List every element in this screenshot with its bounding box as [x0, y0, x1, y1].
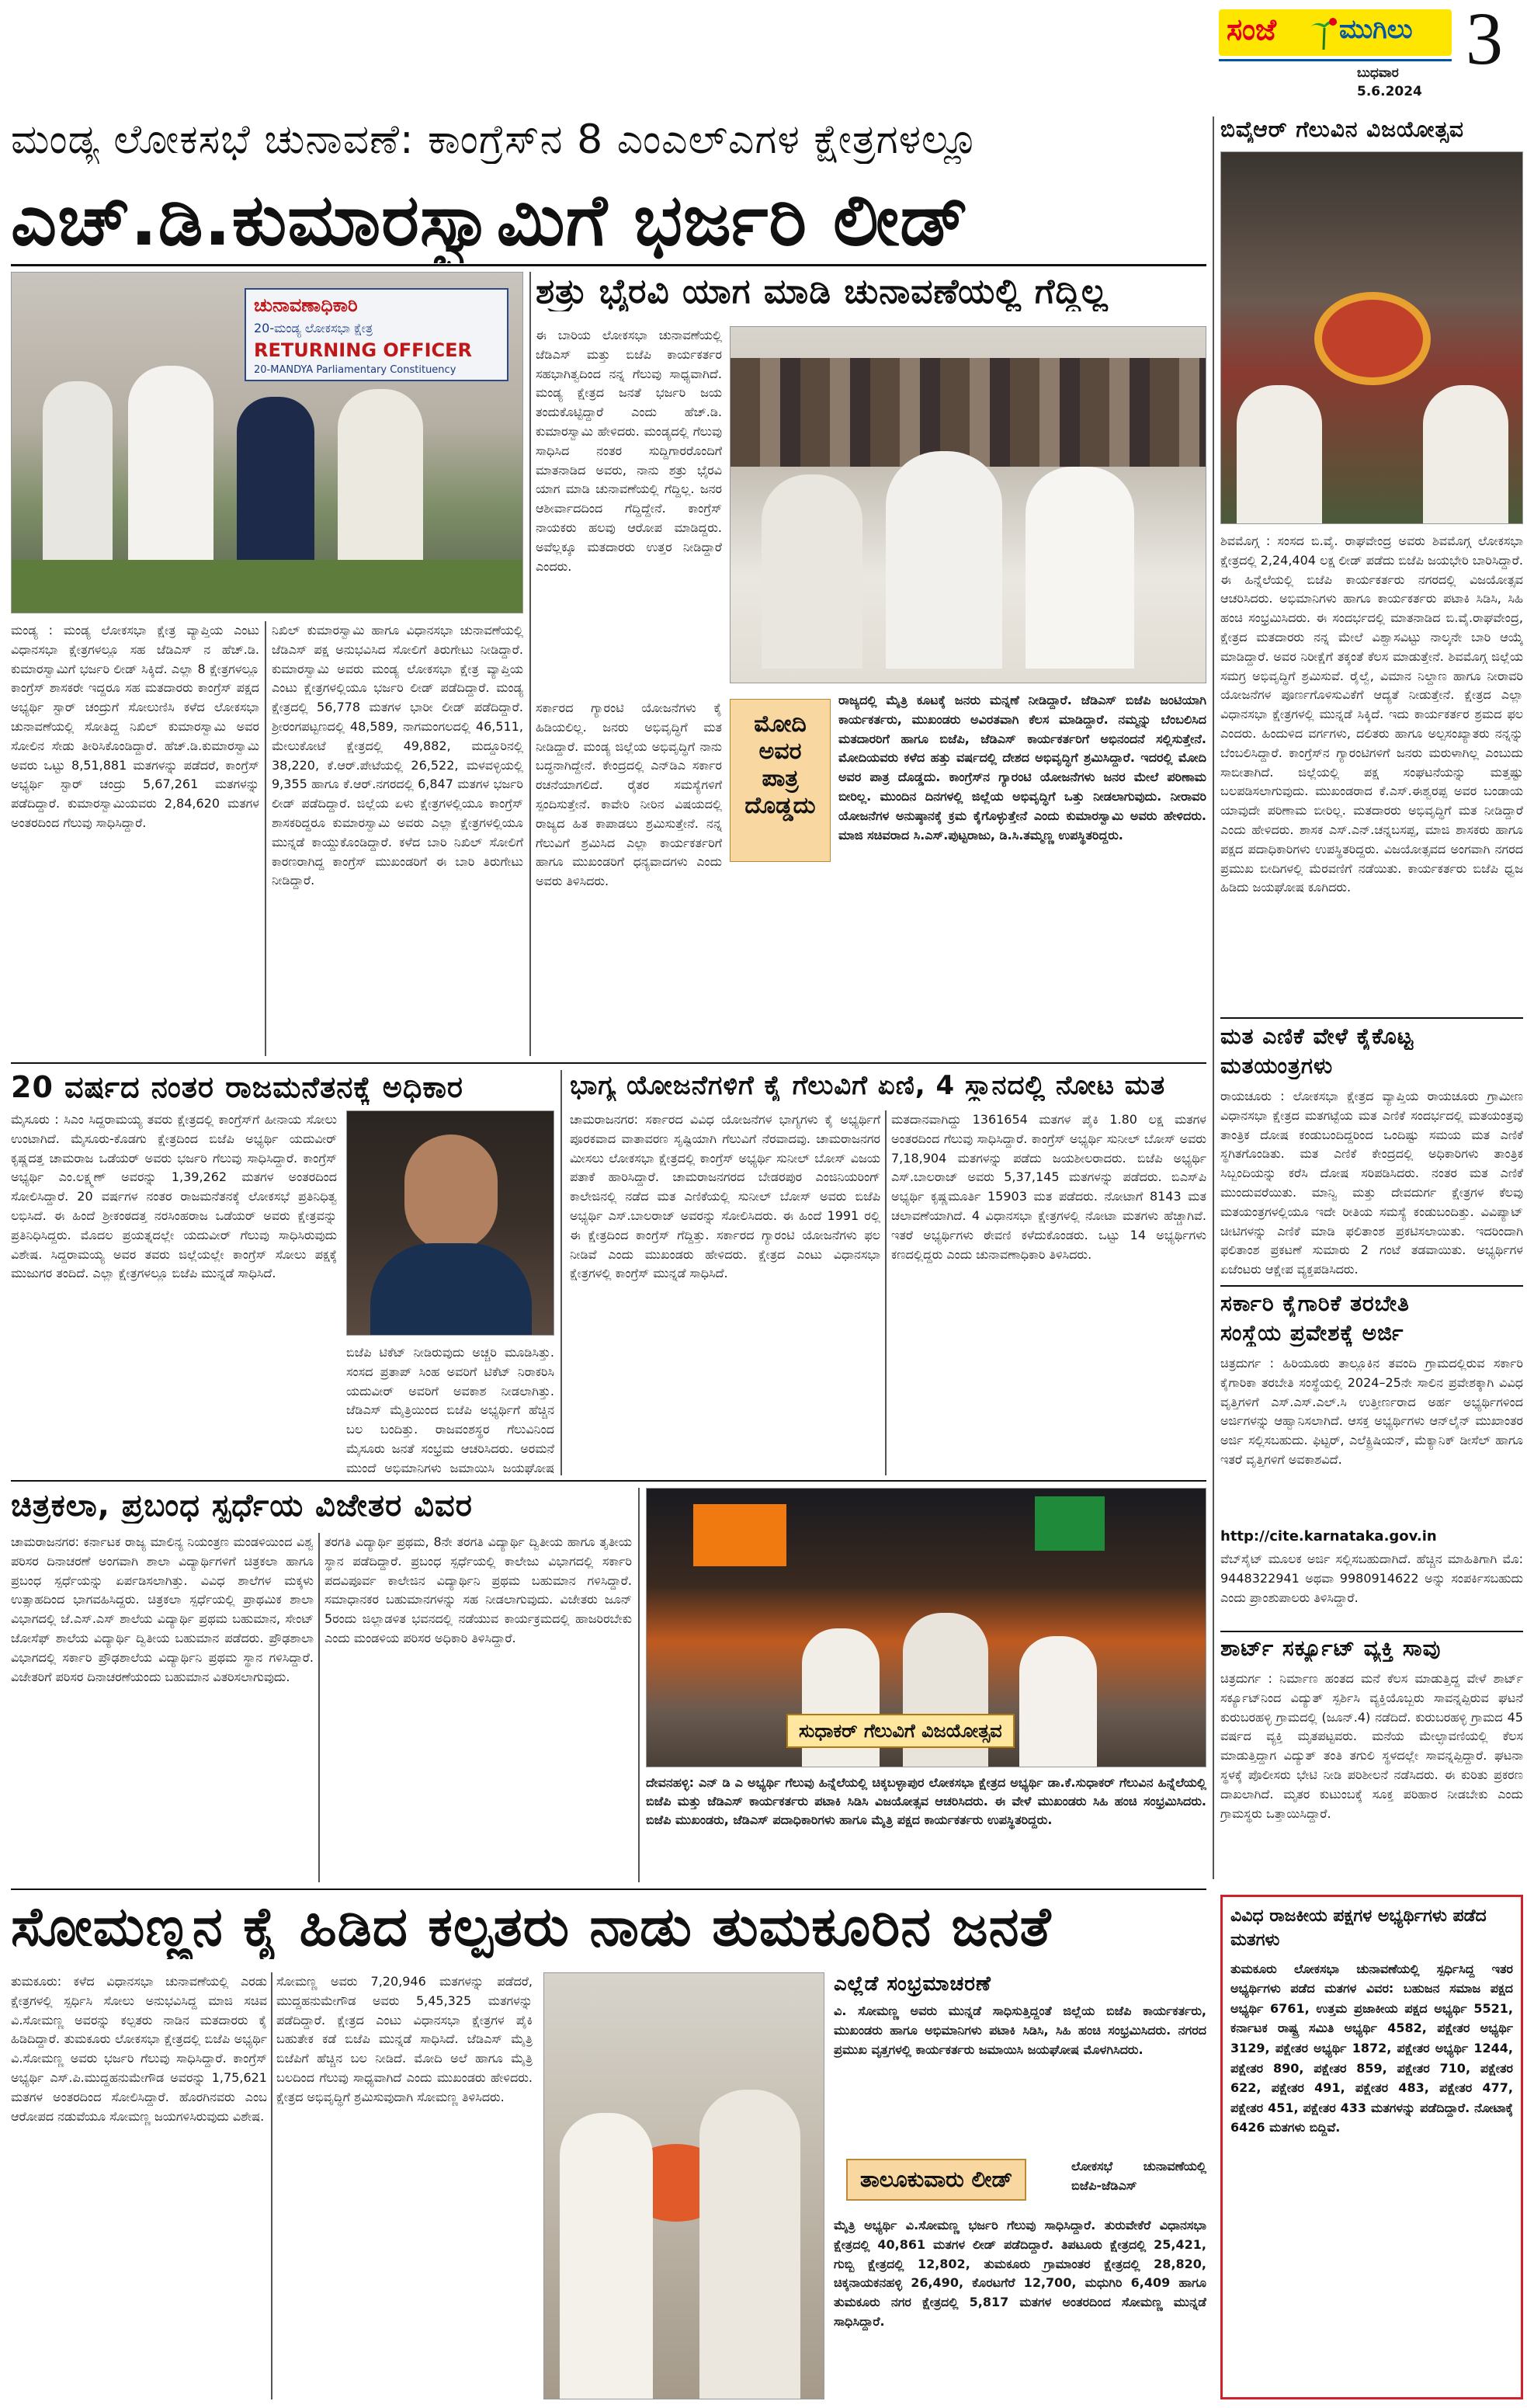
training-text-2: ವೆಬ್‌ಸೈಟ್ ಮೂಲಕ ಅರ್ಜಿ ಸಲ್ಲಿಸಬಹುದಾಗಿದೆ. ಹೆಚ್ಚಿನ ಮಾಹಿತಿಗಾಗಿ ಮೊ: 9448322941 ಅಥವಾ 9980914622 ಅನ್ನು ಸಂಪರ್ಕಿಸಬಹುದು ಎಂದು ಪ್ರಾಂಶುಪಾಲರು ತಿಳಿಸಿದ್ದಾರೆ. [1220, 1551, 1523, 1605]
lead-col-1: ಮಂಡ್ಯ : ಮಂಡ್ಯ ಲೋಕಸಭಾ ಕ್ಷೇತ್ರ ವ್ಯಾಪ್ತಿಯ ಎಂಟು ವಿಧಾನಸಭಾ ಕ್ಷೇತ್ರಗಳಲ್ಲೂ ಸಹ ಜೆಡಿಎಸ್ ನ ಹೆಚ್.ಡಿ. ಕುಮಾರಸ್ವಾಮಿಗೆ ಭರ್ಜರಿ ಲೀಡ್ ಸಿಕ್ಕಿದೆ. ಎಲ್ಲಾ 8 ಕ್ಷೇತ್ರಗಳಲ್ಲೂ ಕಾಂಗ್ರೆಸ್ ಶಾಸಕರೇ ಇದ್ದರೂ ಸಹ ಮತದಾರರು ಕಾಂಗ್ರೆಸ್ ಪಕ್ಷದ ಅಭ್ಯರ್ಥಿ ಸ್ಟಾರ್ ಚಂದ್ರುಗೆ ಸೋಲುಣಿಸಿ ಕಳೆದ ಲೋಕಸಭಾ ಚುನಾವಣೆಯಲ್ಲಿ ಸೋತಿದ್ದ ನಿಖಿಲ್ ಕುಮಾರಸ್ವಾಮಿ ಅವರ ಸೋಲಿನ ಸೇಡು ತೀರಿಸಿಕೊಂಡಿದ್ದಾರೆ. ಹೆಚ್.ಡಿ.ಕುಮಾರಸ್ವಾಮಿ ಅವರು ಒಟ್ಟು 8,51,881 ಮತಗಳನ್ನು ಪಡೆದರೆ, ಕಾಂಗ್ರೆಸ್ ಅಭ್ಯರ್ಥಿ ಸ್ಟಾರ್ ಚಂದ್ರು 5,67,261 ಮತಗಳನ್ನು ಪಡೆದಿದ್ದಾರೆ. ಕುಮಾರಸ್ವಾಮಿಯವರು 2,84,620 ಮತಗಳ ಅಂತರದಿಂದ ಗೆಲುವು ಸಾಧಿಸಿದ್ದಾರೆ. [11, 623, 259, 830]
training-headline-2: ಸಂಸ್ಥೆಯ ಪ್ರವೇಶಕ್ಕೆ ಅರ್ಜಿ [1220, 1320, 1404, 1346]
training-url[interactable]: http://cite.karnataka.gov.in [1220, 1528, 1437, 1545]
flag [693, 1504, 786, 1566]
bjp-victory-headline: ಬಿವೈಆರ್ ಗೆಲುವಿನ ವಿಜಯೋತ್ಸವ [1220, 116, 1464, 142]
masthead [1219, 0, 1522, 107]
modi-label-line: ಪಾತ್ರ [762, 765, 799, 792]
crowd [731, 358, 1206, 467]
section-rule [1220, 1631, 1523, 1632]
board-subtitle: 20-ಮಂಡ್ಯ ಲೋಕಸಭಾ ಕ್ಷೇತ್ರ [254, 321, 373, 335]
art-col-1: ಚಾಮರಾಜನಗರ: ಕರ್ನಾಟಕ ರಾಜ್ಯ ಮಾಲಿನ್ಯ ನಿಯಂತ್ರಣ ಮಂಡಳಿಯಿಂದ ವಿಶ್ವ ಪರಿಸರ ದಿನಾಚರಣೆ ಅಂಗವಾಗಿ ಶಾಲಾ ವಿದ್ಯಾರ್ಥಿಗಳಿಗೆ ಚಿತ್ರಕಲಾ ಹಾಗೂ ಪ್ರಬಂಧ ಸ್ಪರ್ಧೆಯನ್ನು ಏರ್ಪಡಿಸಲಾಗಿತ್ತು. ವಿವಿಧ ಶಾಲೆಗಳ ಮಕ್ಕಳು ಉತ್ಸಾಹದಿಂದ ಭಾಗವಹಿಸಿದ್ದರು. ಚಿತ್ರಕಲಾ ಸ್ಪರ್ಧೆಯಲ್ಲಿ ಪ್ರಾಥಮಿಕ ಶಾಲಾ ವಿಭಾಗದಲ್ಲಿ ಜೆ.ಎಸ್.ಎಸ್ ಶಾಲೆಯ ವಿದ್ಯಾರ್ಥಿ ಪ್ರಥಮ ಬಹುಮಾನ, ಸೇಂಟ್ ಜೋಸೆಫ್ ಶಾಲೆಯ ವಿದ್ಯಾರ್ಥಿ ದ್ವಿತೀಯ ಬಹುಮಾನ ಪಡೆದರು. ಪ್ರೌಢಶಾಲಾ ವಿಭಾಗದಲ್ಲಿ ಸರ್ಕಾರಿ ಪ್ರೌಢಶಾಲೆಯ ವಿದ್ಯಾರ್ಥಿನಿ ಪ್ರಥಮ ಸ್ಥಾನ ಗಳಿಸಿದ್ದಾರೆ. ವಿಜೇತರಿಗೆ ಪರಿಸರ ದಿನಾಚರಣೆಯಂದು ಬಹುಮಾನ ವಿತರಿಸಲಾಗುವುದು. [11, 1534, 314, 1684]
section-rule [11, 1889, 1206, 1890]
person-figure [1237, 385, 1322, 524]
party-votes-text: ತುಮಕೂರು ಲೋಕಸಭಾ ಚುನಾವಣೆಯಲ್ಲಿ ಸ್ಪರ್ಧಿಸಿದ್ದ ಇತರ ಅಭ್ಯರ್ಥಿಗಳು ಪಡೆದ ಮತಗಳ ವಿವರ: ಬಹುಜನ ಸಮಾಜ ಪಕ್ಷದ ಅಭ್ಯರ್ಥಿ 6761, ಉತ್ತಮ ಪ್ರಜಾಕೀಯ ಪಕ್ಷದ ಅಭ್ಯರ್ಥಿ 5521, ಕರ್ನಾಟಕ ರಾಷ್ಟ್ರ ಸಮಿತಿ ಅಭ್ಯರ್ಥಿ 4582, ಪಕ್ಷೇತರ ಅಭ್ಯರ್ಥಿ 3129, ಪಕ್ಷೇತರ ಅಭ್ಯರ್ಥಿ 1872, ಪಕ್ಷೇತರ ಅಭ್ಯರ್ಥಿ 1244, ಪಕ್ಷೇತರ 890, ಪಕ್ಷೇತರ 859, ಪಕ್ಷೇತರ 710, ಪಕ್ಷೇತರ 622, ಪಕ್ಷೇತರ 491, ಪಕ್ಷೇತರ 483, ಪಕ್ಷೇತರ 477, ಪಕ್ಷೇತರ 451, ಪಕ್ಷೇತರ 433 ಮತಗಳನ್ನು ಪಡೆದಿದ್ದಾರೆ. ನೋಟಾಕ್ಕೆ 6426 ಮತಗಳು ಬಿದ್ದಿವೆ. [1230, 1961, 1513, 2135]
issue-date: 5.6.2024 [1357, 84, 1422, 99]
yaduveer-photo [346, 1110, 554, 1336]
training-headline-1: ಸರ್ಕಾರಿ ಕೈಗಾರಿಕೆ ತರಬೇತಿ [1220, 1291, 1410, 1316]
person-figure [1026, 467, 1134, 669]
tumakuru-col-2: ಸೋಮಣ್ಣ ಅವರು 7,20,946 ಮತಗಳನ್ನು ಪಡೆದರೆ, ಮುದ್ದಹನುಮೇಗೌಡ ಅವರು 5,45,325 ಮತಗಳನ್ನು ಪಡೆದಿದ್ದಾರೆ. ಕ್ಷೇತ್ರದ ಎಂಟು ವಿಧಾನಸಭಾ ಕ್ಷೇತ್ರಗಳ ಪೈಕಿ ಬಹುತೇಕ ಕಡೆ ಬಿಜೆಪಿ ಮುನ್ನಡೆ ಸಾಧಿಸಿದೆ. ಜೆಡಿಎಸ್ ಮೈತ್ರಿ ಬಿಜೆಪಿಗೆ ಹೆಚ್ಚಿನ ಬಲ ನೀಡಿದೆ. ಮೋದಿ ಅಲೆ ಹಾಗೂ ಮೈತ್ರಿ ಬಲದಿಂದ ಗೆಲುವು ಸಾಧ್ಯವಾಗಿದೆ ಎಂದು ಮುಖಂಡರು ಹೇಳಿದರು. ಕ್ಷೇತ್ರದ ಅಭಿವೃದ್ಧಿಗೆ ಶ್ರಮಿಸುವುದಾಗಿ ಸೋಮಣ್ಣ ತಿಳಿಸಿದರು. [276, 1974, 533, 2104]
celebration-subhead: ಎಲ್ಲೆಡೆ ಸಂಭ್ರಮಾಚರಣೆ [834, 1972, 991, 1996]
flag [1035, 1496, 1105, 1551]
col-divider [318, 1533, 320, 1882]
mysuru-text-left: ಮೈಸೂರು : ಸಿಎಂ ಸಿದ್ದರಾಮಯ್ಯ ತವರು ಕ್ಷೇತ್ರದಲ್ಲಿ ಕಾಂಗ್ರೆಸ್‌ಗೆ ಹೀನಾಯ ಸೋಲು ಉಂಟಾಗಿದೆ. ಮೈಸೂರು-ಕೊಡಗು ಕ್ಷೇತ್ರದಿಂದ ಬಿಜೆಪಿ ಅಭ್ಯರ್ಥಿ ಯದುವೀರ್ ಕೃಷ್ಣದತ್ತ ಚಾಮರಾಜ ಒಡೆಯರ್ ಅವರು ಭರ್ಜರಿ ಗೆಲುವು ಸಾಧಿಸಿದ್ದಾರೆ. ಕಾಂಗ್ರೆಸ್ ಅಭ್ಯರ್ಥಿ ಎಂ.ಲಕ್ಷ್ಮಣ್ ಅವರನ್ನು 1,39,262 ಮತಗಳ ಅಂತರದಿಂದ ಸೋಲಿಸಿದ್ದಾರೆ. 20 ವರ್ಷಗಳ ನಂತರ ರಾಜಮನೆತನಕ್ಕೆ ಲೋಕಸಭೆ ಪ್ರತಿನಿಧಿತ್ವ ಲಭಿಸಿದೆ. ಈ ಹಿಂದೆ ಶ್ರೀಕಂಠದತ್ತ ನರಸಿಂಹರಾಜ ಒಡೆಯರ್ ಅವರು ಕ್ಷೇತ್ರವನ್ನು ಪ್ರತಿನಿಧಿಸಿದ್ದರು. ಮೊದಲ ಪ್ರಯತ್ನದಲ್ಲೇ ಯದುವೀರ್ ಗೆಲುವು ಸಾಧಿಸಿರುವುದು ವಿಶೇಷ. ಸಿದ್ದರಾಮಯ್ಯ ಅವರ ತವರು ಜಿಲ್ಲೆಯಲ್ಲೇ ಕಾಂಗ್ರೆಸ್ ಸೋಲು ಪಕ್ಷಕ್ಕೆ ಮುಜುಗರ ತಂದಿದೆ. ಎಲ್ಲಾ ಕ್ಷೇತ್ರಗಳಲ್ಲೂ ಬಿಜೆಪಿ ಮುನ್ನಡೆ ಸಾಧಿಸಿದೆ. [11, 1112, 337, 1281]
lead-col-2: ನಿಖಿಲ್ ಕುಮಾರಸ್ವಾಮಿ ಹಾಗೂ ವಿಧಾನಸಭಾ ಚುನಾವಣೆಯಲ್ಲಿ ಜೆಡಿಎಸ್ ಪಕ್ಷ ಅನುಭವಿಸಿದ ಸೋಲಿಗೆ ತಿರುಗೇಟು ನೀಡಿದ್ದಾರೆ. ಕುಮಾರಸ್ವಾಮಿ ಅವರು ಮಂಡ್ಯ ಲೋಕಸಭಾ ಕ್ಷೇತ್ರ ವ್ಯಾಪ್ತಿಯ ಎಂಟು ಕ್ಷೇತ್ರಗಳಲ್ಲಿಯೂ ಭರ್ಜರಿ ಲೀಡ್ ಪಡೆದಿದ್ದಾರೆ. ಮಂಡ್ಯ ಕ್ಷೇತ್ರದಲ್ಲಿ 56,778 ಮತಗಳ ಭಾರೀ ಲೀಡ್ ಪಡೆದಿದ್ದಾರೆ. ಶ್ರೀರಂಗಪಟ್ಟಣದಲ್ಲಿ 48,589, ನಾಗಮಂಗಲದಲ್ಲಿ 46,511, ಮೇಲುಕೋಟೆ ಕ್ಷೇತ್ರದಲ್ಲಿ 49,882, ಮದ್ದೂರಿನಲ್ಲಿ 38,220, ಕೆ.ಆರ್.ಪೇಟೆಯಲ್ಲಿ 26,522, ಮಳವಳ್ಳಿಯಲ್ಲಿ 9,355 ಹಾಗೂ ಕೆ.ಆರ್.ನಗರದಲ್ಲಿ 6,847 ಮತಗಳ ಭರ್ಜರಿ ಲೀಡ್ ಪಡೆದಿದ್ದಾರೆ. ಜಿಲ್ಲೆಯ ಏಳು ಕ್ಷೇತ್ರಗಳಲ್ಲಿಯೂ ಕಾಂಗ್ರೆಸ್ ಶಾಸಕರಿದ್ದರೂ ಕುಮಾರಸ್ವಾಮಿ ಅವರು ಎಲ್ಲಾ ಕ್ಷೇತ್ರಗಳಲ್ಲಿಯೂ ಮುನ್ನಡೆ ಕಾಯ್ದುಕೊಂಡಿದ್ದಾರೆ. ಕಳೆದ ಬಾರಿ ನಿಖಿಲ್ ಸೋಲಿಗೆ ಕಾರಣರಾಗಿದ್ದ ಕಾಂಗ್ರೆಸ್ ಮುಖಂಡರಿಗೆ ಈ ಬಾರಿ ತಿರುಗೇಟು ನೀಡಿದ್ದಾರೆ. [272, 623, 523, 888]
sudhakar-label: ಸುಧಾಕರ್ ಗೆಲುವಿಗೆ ವಿಜಯೋತ್ಸವ [786, 1714, 1015, 1748]
lead-headline: ಎಚ್.ಡಿ.ಕುಮಾರಸ್ವಾಮಿಗೆ ಭರ್ಜರಿ ಲೀಡ್ [11, 179, 970, 262]
board-subtitle-en: 20-MANDYA Parliamentary Constituency [254, 364, 456, 376]
person-figure [43, 381, 113, 568]
person-figure [128, 366, 213, 575]
party-votes-box [1220, 1895, 1523, 2399]
section-rule [11, 1062, 1206, 1064]
lead-photo [11, 272, 523, 613]
person-figure [762, 474, 862, 669]
brand-sanje: ಸಂಜೆ [1227, 12, 1277, 47]
mysuru-text-right: ಬಿಜೆಪಿ ಟಿಕೆಟ್ ನೀಡಿರುವುದು ಅಚ್ಚರಿ ಮೂಡಿಸಿತ್ತು. ಸಂಸದ ಪ್ರತಾಪ್ ಸಿಂಹ ಅವರಿಗೆ ಟಿಕೆಟ್ ನಿರಾಕರಿಸಿ ಯದುವೀರ್ ಅವರಿಗೆ ಅವಕಾಶ ನೀಡಲಾಗಿತ್ತು. ಜೆಡಿಎಸ್ ಮೈತ್ರಿಯಿಂದ ಬಿಜೆಪಿ ಅಭ್ಯರ್ಥಿಗೆ ಹೆಚ್ಚಿನ ಬಲ ಬಂದಿತ್ತು. ರಾಜವಂಶಸ್ಥರ ಗೆಲುವಿನಿಂದ ಮೈಸೂರು ಜನತೆ ಸಂಭ್ರಮ ಆಚರಿಸಿದರು. ಅರಮನೆ ಮುಂದೆ ಅಭಿಮಾನಿಗಳು ಜಮಾಯಿಸಿ ಜಯಘೋಷ [346, 1345, 554, 1475]
bhagya-col-1: ಚಾಮರಾಜನಗರ: ಸರ್ಕಾರದ ವಿವಿಧ ಯೋಜನೆಗಳ ಭಾಗ್ಯಗಳು ಕೈ ಅಭ್ಯರ್ಥಿಗೆ ಪೂರಕವಾದ ವಾತಾವರಣ ಸೃಷ್ಟಿಯಾಗಿ ಗೆಲುವಿಗೆ ನೆರವಾದವು. ಚಾಮರಾಜನಗರ ಮೀಸಲು ಲೋಕಸಭಾ ಕ್ಷೇತ್ರದಲ್ಲಿ ಕಾಂಗ್ರೆಸ್ ಅಭ್ಯರ್ಥಿ ಸುನೀಲ್ ಬೋಸ್ ವಿಜಯ ಪತಾಕೆ ಹಾರಿಸಿದ್ದಾರೆ. ಚಾಮರಾಜನಗರದ ಬೇಡರಪುರ ಎಂಜಿನಿಯರಿಂಗ್ ಕಾಲೇಜಿನಲ್ಲಿ ನಡೆದ ಮತ ಎಣಿಕೆಯಲ್ಲಿ ಸುನೀಲ್ ಬೋಸ್ ಅವರು ಬಿಜೆಪಿ ಅಭ್ಯರ್ಥಿ ಎಸ್.ಬಾಲರಾಜ್ ಅವರನ್ನು ಸೋಲಿಸಿದರು. ಈ ಹಿಂದೆ 1991 ರಲ್ಲಿ ಈ ಕ್ಷೇತ್ರದಿಂದ ಕಾಂಗ್ರೆಸ್ ಗೆದ್ದಿತ್ತು. ಸರ್ಕಾರದ ಗ್ಯಾರಂಟಿ ಯೋಜನೆಗಳು ಫಲ ನೀಡಿವೆ ಎಂದು ಮುಖಂಡರು ಹೇಳಿದರು. ಕ್ಷೇತ್ರದ ಎಂಟು ವಿಧಾನಸಭಾ ಕ್ಷೇತ್ರಗಳಲ್ಲಿ ಕಾಂಗ್ರೆಸ್ ಮುನ್ನಡೆ ಸಾಧಿಸಿದೆ. [570, 1112, 880, 1281]
garland [1314, 292, 1431, 385]
victory-photo [1220, 151, 1523, 524]
brand-mugilu: ಮುಗಿಲು [1339, 14, 1413, 45]
modi-box [730, 691, 1206, 1056]
modi-label-line: ದೊಡ್ಡದು [744, 792, 816, 819]
taluk-side: ಲೋಕಸಭೆ ಚುನಾವಣೆಯಲ್ಲಿ ಬಿಜೆಪಿ-ಜೆಡಿಎಸ್ [1071, 2159, 1206, 2193]
person-figure [560, 2113, 653, 2399]
person-figure [886, 451, 1002, 669]
art-col-2: ತರಗತಿ ವಿದ್ಯಾರ್ಥಿ ಪ್ರಥಮ, 8ನೇ ತರಗತಿ ವಿದ್ಯಾರ್ಥಿ ದ್ವಿತೀಯ ಹಾಗೂ ತೃತೀಯ ಸ್ಥಾನ ಪಡೆದಿದ್ದಾರೆ. ಪ್ರಬಂಧ ಸ್ಪರ್ಧೆಯಲ್ಲಿ ಕಾಲೇಜು ವಿಭಾಗದಲ್ಲಿ ಸರ್ಕಾರಿ ಪದವಿಪೂರ್ವ ಕಾಲೇಜಿನ ವಿದ್ಯಾರ್ಥಿನಿ ಪ್ರಥಮ ಬಹುಮಾನ ಗಳಿಸಿದ್ದಾರೆ. ಸಮಾಧಾನಕರ ಬಹುಮಾನಗಳನ್ನು ಸಹ ನೀಡಲಾಗುವುದು. ವಿಜೇತರು ಜೂನ್ 5ರಂದು ಜಿಲ್ಲಾಡಳಿತ ಭವನದಲ್ಲಿ ನಡೆಯುವ ಕಾರ್ಯಕ್ರಮದಲ್ಲಿ ಹಾಜರಿರಬೇಕು ಎಂದು ಮಂಡಳಿಯ ಪರಿಸರ ಅಧಿಕಾರಿ ತಿಳಿಸಿದ್ದಾರೆ. [324, 1534, 632, 1645]
brand-logo [1219, 9, 1452, 56]
short-circuit-headline: ಶಾರ್ಟ್ ಸರ್ಕ್ಯೂಟ್ ವ್ಯಕ್ತಿ ಸಾವು [1220, 1635, 1442, 1661]
art-headline: ಚಿತ್ರಕಲಾ, ಪ್ರಬಂಧ ಸ್ಪರ್ಧೆಯ ವಿಜೇತರ ವಿವರ [11, 1488, 473, 1524]
returning-officer-board [245, 288, 508, 381]
sudhakar-photo [646, 1488, 1206, 1767]
board-title-en: RETURNING OFFICER [254, 339, 472, 361]
section-rule [11, 1480, 1206, 1482]
section-rule [1220, 1017, 1523, 1019]
modi-label-line: ಮೋದಿ [754, 711, 807, 738]
masthead-divider [1219, 59, 1452, 61]
table-surface [12, 560, 523, 613]
col-divider [560, 1070, 562, 1475]
person-figure [1423, 385, 1508, 524]
modi-label [730, 699, 831, 862]
mysuru-headline: 20 ವರ್ಷದ ನಂತರ ರಾಜಮನೆತನಕ್ಕೆ ಅಧಿಕಾರ [11, 1070, 464, 1104]
col-divider [271, 1972, 272, 2399]
short-circuit-text: ಚಿತ್ರದುರ್ಗ : ನಿರ್ಮಾಣ ಹಂತದ ಮನೆ ಕೆಲಸ ಮಾಡುತ್ತಿದ್ದ ವೇಳೆ ಶಾರ್ಟ್ ಸರ್ಕ್ಯೂಟ್‌ನಿಂದ ವಿದ್ಯುತ್ ಸ್ಪರ್ಶಿಸಿ ವ್ಯಕ್ತಿಯೊಬ್ಬರು ಸಾವನ್ನಪ್ಪಿರುವ ಘಟನೆ ಕುರುಬರಹಳ್ಳಿ ಗ್ರಾಮದಲ್ಲಿ (ಜೂನ್.4) ನಡೆದಿದೆ. ಕುರುಬರಹಳ್ಳಿ ಗ್ರಾಮದ 45 ವರ್ಷದ ವ್ಯಕ್ತಿ ಮೃತಪಟ್ಟವರು. ಮನೆಯ ಮೇಲ್ಛಾವಣಿಯಲ್ಲಿ ಕೆಲಸ ಮಾಡುತ್ತಿದ್ದಾಗ ವಿದ್ಯುತ್ ತಂತಿ ತಗುಲಿ ಸ್ಥಳದಲ್ಲೇ ಸಾವನ್ನಪ್ಪಿದ್ದಾರೆ. ಘಟನಾ ಸ್ಥಳಕ್ಕೆ ಪೊಲೀಸರು ಭೇಟಿ ನೀಡಿ ಪರಿಶೀಲನೆ ನಡೆಸಿದರು. ಈ ಕುರಿತು ಪ್ರಕರಣ ದಾಖಲಾಗಿದೆ. ಮೃತರ ಕುಟುಂಬಕ್ಕೆ ಸೂಕ್ತ ಪರಿಹಾರ ನೀಡಬೇಕು ಎಂದು ಗ್ರಾಮಸ್ಥರು ಒತ್ತಾಯಿಸಿದ್ದಾರೆ. [1220, 1671, 1523, 1821]
modi-text: ರಾಜ್ಯದಲ್ಲಿ ಮೈತ್ರಿ ಕೂಟಕ್ಕೆ ಜನರು ಮನ್ನಣೆ ನೀಡಿದ್ದಾರೆ. ಜೆಡಿಎಸ್ ಬಿಜೆಪಿ ಜಂಟಿಯಾಗಿ ಕಾರ್ಯಕರ್ತರು, ಮುಖಂಡರು ಅವಿರತವಾಗಿ ಕೆಲಸ ಮಾಡಿದ್ದಾರೆ. ನಮ್ಮನ್ನು ಬೆಂಬಲಿಸಿದ ಮತದಾರರಿಗೆ ಹಾಗೂ ಬಿಜೆಪಿ, ಜೆಡಿಎಸ್ ಕಾರ್ಯಕರ್ತರಿಗೆ ಅಭಿನಂದನೆ ಸಲ್ಲಿಸುತ್ತೇನೆ. ಮೋದಿಯವರು ಕಳೆದ ಹತ್ತು ವರ್ಷದಲ್ಲಿ ದೇಶದ ಅಭಿವೃದ್ಧಿಗೆ ಶ್ರಮಿಸಿದ್ದಾರೆ. ಇದರಲ್ಲಿ ಮೋದಿ ಅವರ ಪಾತ್ರ ದೊಡ್ಡದು. ಕಾಂಗ್ರೆಸ್‌ನ ಗ್ಯಾರಂಟಿ ಯೋಜನೆಗಳು ಜನರ ಮೇಲೆ ಪರಿಣಾಮ ಬೀರಿಲ್ಲ. ಮುಂದಿನ ದಿನಗಳಲ್ಲಿ ಜಿಲ್ಲೆಯ ಅಭಿವೃದ್ಧಿಗೆ ಒತ್ತು ನೀಡಲಾಗುವುದು. ನೀರಾವರಿ ಯೋಜನೆಗಳ ಅನುಷ್ಠಾನಕ್ಕೆ ಕ್ರಮ ಕೈಗೊಳ್ಳುತ್ತೇನೆ ಎಂದು ಕುಮಾರಸ್ವಾಮಿ ಅವರು ಹೇಳಿದರು. ಮಾಜಿ ಸಚಿವರಾದ ಸಿ.ಎಸ್.ಪುಟ್ಟರಾಜು, ಡಿ.ಸಿ.ತಮ್ಮಣ್ಣ ಉಪಸ್ಥಿತರಿದ್ದರು. [838, 693, 1206, 843]
palm-icon [1308, 14, 1339, 51]
lead-rule [11, 264, 1206, 266]
col-divider [1213, 116, 1214, 1879]
machine-headline-1: ಮತ ಎಣಿಕೆ ವೇಳೆ ಕೈಕೊಟ್ಟ [1220, 1023, 1414, 1049]
shatru-col-1: ಈ ಬಾರಿಯ ಲೋಕಸಭಾ ಚುನಾವಣೆಯಲ್ಲಿ ಜೆಡಿಎಸ್ ಮತ್ತು ಬಿಜೆಪಿ ಕಾರ್ಯಕರ್ತರ ಸಹಭಾಗಿತ್ವದಿಂದ ನನ್ನ ಗೆಲುವು ಸಾಧ್ಯವಾಗಿದೆ. ಮಂಡ್ಯ ಕ್ಷೇತ್ರದ ಜನತೆ ಭರ್ಜರಿ ಜಯ ತಂದುಕೊಟ್ಟಿದ್ದಾರೆ ಎಂದು ಹೆಚ್.ಡಿ. ಕುಮಾರಸ್ವಾಮಿ ಹೇಳಿದರು. ಮಂಡ್ಯದಲ್ಲಿ ಗೆಲುವು ಸಾಧಿಸಿದ ನಂತರ ಸುದ್ದಿಗಾರರೊಂದಿಗೆ ಮಾತನಾಡಿದ ಅವರು, ನಾನು ಶತ್ರು ಭೈರವಿ ಯಾಗ ಮಾಡಿ ಚುನಾವಣೆಯಲ್ಲಿ ಗೆದ್ದಿಲ್ಲ. ಜನರ ಆಶೀರ್ವಾದದಿಂದ ಗೆದ್ದಿದ್ದೇನೆ. ಕಾಂಗ್ರೆಸ್ ನಾಯಕರು ಹಲವು ಆರೋಪ ಮಾಡಿದ್ದರು. ಅವೆಲ್ಲಕ್ಕೂ ಮತದಾರರು ಉತ್ತರ ನೀಡಿದ್ದಾರೆ ಎಂದರು. [536, 328, 722, 574]
col-divider [885, 1110, 887, 1475]
person-figure [338, 389, 423, 575]
issue-day: ಬುಧವಾರ [1357, 65, 1399, 81]
section-rule [1220, 1285, 1523, 1287]
taluk-label: ತಾಲೂಕುವಾರು ಲೀಡ್ [846, 2159, 1026, 2201]
shatru-headline: ಶತ್ರು ಭೈರವಿ ಯಾಗ ಮಾಡಿ ಚುನಾವಣೆಯಲ್ಲಿ ಗೆದ್ದಿಲ್ಲ [536, 272, 1109, 311]
celebration-text: ವಿ. ಸೋಮಣ್ಣ ಅವರು ಮುನ್ನಡೆ ಸಾಧಿಸುತ್ತಿದ್ದಂತೆ ಜಿಲ್ಲೆಯ ಬಿಜೆಪಿ ಕಾರ್ಯಕರ್ತರು, ಮುಖಂಡರು ಹಾಗೂ ಅಭಿಮಾನಿಗಳು ಪಟಾಕಿ ಸಿಡಿಸಿ, ಸಿಹಿ ಹಂಚಿ ಸಂಭ್ರಮಿಸಿದರು. ನಗರದ ಪ್ರಮುಖ ವೃತ್ತಗಳಲ್ಲಿ ಕಾರ್ಯಕರ್ತರು ಜಮಾಯಿಸಿ ಜಯಘೋಷ ಮೊಳಗಿಸಿದರು. [834, 2003, 1206, 2057]
person-figure [237, 397, 314, 575]
person-body [370, 1243, 532, 1336]
bhagya-col-2: ಮತದಾನವಾಗಿದ್ದು 1361654 ಮತಗಳ ಪೈಕಿ 1.80 ಲಕ್ಷ ಮತಗಳ ಅಂತರದಿಂದ ಗೆಲುವು ಸಾಧಿಸಿದ್ದಾರೆ. ಕಾಂಗ್ರೆಸ್ ಅಭ್ಯರ್ಥಿ ಸುನೀಲ್ ಬೋಸ್ ಅವರು 7,18,904 ಮತಗಳನ್ನು ಪಡೆದು ಜಯಶೀಲರಾದರು. ಬಿಜೆಪಿ ಅಭ್ಯರ್ಥಿ ಎಸ್.ಬಾಲರಾಜ್ ಅವರು 5,37,145 ಮತಗಳನ್ನು ಪಡೆದರು. ಬಿಎಸ್‌ಪಿ ಅಭ್ಯರ್ಥಿ ಕೃಷ್ಣಮೂರ್ತಿ 15903 ಮತ ಪಡೆದರು. ನೋಟಾಗೆ 8143 ಮತ ಚಲಾವಣೆಯಾಗಿದೆ. 4 ವಿಧಾನಸಭಾ ಕ್ಷೇತ್ರಗಳಲ್ಲಿ ನೋಟಾ ಮತಗಳು ಹೆಚ್ಚಾಗಿವೆ. ಇತರೆ ಅಭ್ಯರ್ಥಿಗಳು ಠೇವಣಿ ಕಳೆದುಕೊಂಡರು. ಒಟ್ಟು 14 ಅಭ್ಯರ್ಥಿಗಳು ಕಣದಲ್ಲಿದ್ದರು ಎಂದು ಚುನಾವಣಾಧಿಕಾರಿ ತಿಳಿಸಿದರು. [891, 1112, 1206, 1262]
training-text: ಚಿತ್ರದುರ್ಗ : ಹಿರಿಯೂರು ತಾಲ್ಲೂಕಿನ ತವಂದಿ ಗ್ರಾಮದಲ್ಲಿರುವ ಸರ್ಕಾರಿ ಕೈಗಾರಿಕಾ ತರಬೇತಿ ಸಂಸ್ಥೆಯಲ್ಲಿ 2024–25ನೇ ಸಾಲಿನ ಪ್ರವೇಶಕ್ಕಾಗಿ ವಿವಿಧ ವೃತ್ತಿಗಳಿಗೆ ಎಸ್.ಎಸ್.ಎಲ್.ಸಿ ಉತ್ತೀರ್ಣರಾದ ಅರ್ಹ ಅಭ್ಯರ್ಥಿಗಳಿಂದ ಅರ್ಜಿಗಳನ್ನು ಆಹ್ವಾನಿಸಲಾಗಿದೆ. ಆಸಕ್ತ ಅಭ್ಯರ್ಥಿಗಳು ಆನ್‌ಲೈನ್ ಮುಖಾಂತರ ಅರ್ಜಿ ಸಲ್ಲಿಸಬಹುದು. ಫಿಟ್ಟರ್, ಎಲೆಕ್ಟ್ರಿಷಿಯನ್, ಮೆಕ್ಯಾನಿಕ್ ಡೀಸೆಲ್ ಹಾಗೂ ಇತರೆ ವೃತ್ತಿಗಳಿಗೆ ಅವಕಾಶವಿದೆ. [1220, 1356, 1523, 1467]
press-meet-photo [730, 326, 1206, 683]
col-divider [265, 621, 266, 1056]
lead-kicker: ಮಂಡ್ಯ ಲೋಕಸಭೆ ಚುನಾವಣೆ: ಕಾಂಗ್ರೆಸ್‌ನ 8 ಎಂಎಲ್ಎಗಳ ಕ್ಷೇತ್ರಗಳಲ್ಲೂ [11, 116, 980, 163]
bjp-victory-text: ಶಿವಮೊಗ್ಗ : ಸಂಸದ ಬಿ.ವೈ. ರಾಘವೇಂದ್ರ ಅವರು ಶಿವಮೊಗ್ಗ ಲೋಕಸಭಾ ಕ್ಷೇತ್ರದಲ್ಲಿ 2,24,404 ಲಕ್ಷ ಲೀಡ್ ಪಡೆದು ಬಿಜೆಪಿ ಜಯಭೇರಿ ಬಾರಿಸಿದ್ದಾರೆ. ಈ ಹಿನ್ನೆಲೆಯಲ್ಲಿ ಬಿಜೆಪಿ ಕಾರ್ಯಕರ್ತರು ನಗರದಲ್ಲಿ ವಿಜಯೋತ್ಸವ ಆಚರಿಸಿದರು. ಅಭಿಮಾನಿಗಳು ಹಾಗೂ ಕಾರ್ಯಕರ್ತರು ಪಟಾಕಿ ಸಿಡಿಸಿ, ಸಿಹಿ ಹಂಚಿ ಸಂಭ್ರಮಿಸಿದರು. ಈ ಸಂದರ್ಭದಲ್ಲಿ ಮಾತನಾಡಿದ ಬಿ.ವೈ.ರಾಘವೇಂದ್ರ, ಕ್ಷೇತ್ರದ ಮತದಾರರು ನನ್ನ ಮೇಲೆ ವಿಶ್ವಾಸವಿಟ್ಟು ನಾಲ್ಕನೇ ಬಾರಿ ಆಯ್ಕೆ ಮಾಡಿದ್ದಾರೆ. ಅವರ ನಿರೀಕ್ಷೆಗೆ ತಕ್ಕಂತೆ ಕೆಲಸ ಮಾಡುತ್ತೇನೆ. ಶಿವಮೊಗ್ಗ ಜಿಲ್ಲೆಯ ಸಮಗ್ರ ಅಭಿವೃದ್ಧಿಗೆ ಶ್ರಮಿಸುವೆ. ರೈಲ್ವೆ, ವಿಮಾನ ನಿಲ್ದಾಣ ಹಾಗೂ ನೀರಾವರಿ ಯೋಜನೆಗಳ ಪೂರ್ಣಗೊಳಿಸುವಿಕೆಗೆ ಆದ್ಯತೆ ನೀಡುತ್ತೇನೆ. ಕ್ಷೇತ್ರದ ಎಲ್ಲಾ ವಿಧಾನಸಭಾ ಕ್ಷೇತ್ರಗಳಲ್ಲಿ ಮುನ್ನಡೆ ಸಿಕ್ಕಿದೆ. ಇದು ಕಾರ್ಯಕರ್ತರ ಶ್ರಮದ ಫಲ ಎಂದರು. ಹಿಂದುಳಿದ ವರ್ಗಗಳು, ದಲಿತರು ಹಾಗೂ ಅಲ್ಪಸಂಖ್ಯಾತರು ನನ್ನನ್ನು ಬೆಂಬಲಿಸಿದ್ದಾರೆ. ಕಾಂಗ್ರೆಸ್‌ನ ಗ್ಯಾರಂಟಿಗಳಿಗೆ ಜನರು ಮರುಳಾಗಿಲ್ಲ ಎಂಬುದು ಸಾಬೀತಾಗಿದೆ. ಜಿಲ್ಲೆಯಲ್ಲಿ ಪಕ್ಷ ಸಂಘಟನೆಯನ್ನು ಮತ್ತಷ್ಟು ಬಲಪಡಿಸಲಾಗುವುದು. ಮುಖಂಡರಾದ ಕೆ.ಎಸ್.ಈಶ್ವರಪ್ಪ ಅವರ ಬಂಡಾಯ ಯಾವುದೇ ಪರಿಣಾಮ ಬೀರಿಲ್ಲ. ಮತದಾರರು ಅಭಿವೃದ್ಧಿಗೆ ಮತ ನೀಡಿದ್ದಾರೆ ಎಂದು ಹೇಳಿದರು. ಶಾಸಕ ಎಸ್.ಎನ್.ಚನ್ನಬಸಪ್ಪ, ಮಾಜಿ ಶಾಸಕರು ಹಾಗೂ ಪಕ್ಷದ ಪದಾಧಿಕಾರಿಗಳು ಉಪಸ್ಥಿತರಿದ್ದರು. ವಿಜಯೋತ್ಸವದ ಅಂಗವಾಗಿ ನಗರದ ಪ್ರಮುಖ ಬೀದಿಗಳಲ್ಲಿ ಮೆರವಣಿಗೆ ನಡೆಯಿತು. ಕಾರ್ಯಕರ್ತರು ಬಿಜೆಪಿ ಧ್ವಜ ಹಿಡಿದು ಜಯಘೋಷ ಕೂಗಿದರು. [1220, 533, 1523, 895]
person-figure [1019, 1636, 1097, 1767]
col-divider [529, 272, 531, 1056]
sudhakar-caption: ದೇವನಹಳ್ಳಿ: ಎನ್ ಡಿ ಎ ಅಭ್ಯರ್ಥಿ ಗೆಲುವು ಹಿನ್ನೆಲೆಯಲ್ಲಿ ಚಿಕ್ಕಬಳ್ಳಾಪುರ ಲೋಕಸಭಾ ಕ್ಷೇತ್ರದ ಅಭ್ಯರ್ಥಿ ಡಾ.ಕೆ.ಸುಧಾಕರ್ ಗೆಲುವಿನ ಹಿನ್ನೆಲೆಯಲ್ಲಿ ಬಿಜೆಪಿ ಮತ್ತು ಜೆಡಿಎಸ್ ಕಾರ್ಯಕರ್ತರು ಪಟಾಕಿ ಸಿಡಿಸಿ ವಿಜಯೋತ್ಸವ ಆಚರಿಸಿದರು. ಈ ವೇಳೆ ಮುಖಂಡರು ಸಿಹಿ ಹಂಚಿ ಸಂಭ್ರಮಿಸಿದರು. ಬಿಜೆಪಿ ಮುಖಂಡರು, ಜೆಡಿಎಸ್ ಪದಾಧಿಕಾರಿಗಳು ಹಾಗೂ ಮೈತ್ರಿ ಪಕ್ಷದ ಕಾರ್ಯಕರ್ತರು ಉಪಸ್ಥಿತರಿದ್ದರು. [646, 1775, 1206, 1827]
somanna-photo [543, 1972, 824, 2399]
tumakuru-headline: ಸೋಮಣ್ಣನ ಕೈ ಹಿಡಿದ ಕಲ್ಪತರು ನಾಡು ತುಮಕೂರಿನ ಜನತೆ [11, 1895, 1052, 1958]
page-number: 3 [1466, 0, 1503, 80]
machine-text: ರಾಯಚೂರು : ಲೋಕಸಭಾ ಕ್ಷೇತ್ರದ ವ್ಯಾಪ್ತಿಯ ರಾಯಚೂರು ಗ್ರಾಮೀಣ ವಿಧಾನಸಭಾ ಕ್ಷೇತ್ರದ ಮತಗಟ್ಟೆಯ ಮತ ಎಣಿಕೆ ಸಂದರ್ಭದಲ್ಲಿ ಮತಯಂತ್ರವು ತಾಂತ್ರಿಕ ದೋಷ ಕಂಡುಬಂದಿದ್ದರಿಂದ ಒಂದಿಷ್ಟು ಸಮಯ ಮತ ಎಣಿಕೆ ಸ್ಥಗಿತಗೊಂಡಿತು. ಮತ ಎಣಿಕೆ ಕೇಂದ್ರದಲ್ಲಿ ಅಧಿಕಾರಿಗಳು ತಾಂತ್ರಿಕ ಸಿಬ್ಬಂದಿಯನ್ನು ಕರೆಸಿ ದೋಷ ಸರಿಪಡಿಸಿದರು. ನಂತರ ಮತ ಎಣಿಕೆ ಮುಂದುವರೆಯಿತು. ಮಾನ್ವಿ ಮತ್ತು ದೇವದುರ್ಗ ಕ್ಷೇತ್ರಗಳ ಕೆಲವು ಮತಯಂತ್ರಗಳಲ್ಲಿಯೂ ಇದೇ ರೀತಿಯ ಸಮಸ್ಯೆ ಕಂಡುಬಂದಿತ್ತು. ವಿವಿಪ್ಯಾಟ್ ಚೀಟಿಗಳನ್ನು ಎಣಿಕೆ ಮಾಡಿ ಫಲಿತಾಂಶ ಪ್ರಕಟಿಸಲಾಯಿತು. ಇದರಿಂದಾಗಿ ಫಲಿತಾಂಶ ಪ್ರಕಟಣೆ ಸುಮಾರು 2 ಗಂಟೆ ತಡವಾಯಿತು. ಅಭ್ಯರ್ಥಿಗಳ ಏಜೆಂಟರು ಆಕ್ಷೇಪ ವ್ಯಕ್ತಪಡಿಸಿದರು. [1220, 1089, 1523, 1277]
person-figure [699, 2090, 800, 2399]
modi-label-line: ಅವರ [758, 738, 802, 765]
tumakuru-col-1: ತುಮಕೂರು: ಕಳೆದ ವಿಧಾನಸಭಾ ಚುನಾವಣೆಯಲ್ಲಿ ಎರಡು ಕ್ಷೇತ್ರಗಳಲ್ಲಿ ಸ್ಪರ್ಧಿಸಿ ಸೋಲು ಅನುಭವಿಸಿದ್ದ ಮಾಜಿ ಸಚಿವ ವಿ.ಸೋಮಣ್ಣ ಅವರನ್ನು ಕಲ್ಪತರು ನಾಡಿನ ಮತದಾರರು ಕೈ ಹಿಡಿದಿದ್ದಾರೆ. ತುಮಕೂರು ಲೋಕಸಭಾ ಕ್ಷೇತ್ರದಲ್ಲಿ ಬಿಜೆಪಿ ಅಭ್ಯರ್ಥಿ ವಿ.ಸೋಮಣ್ಣ ಅವರು ಭರ್ಜರಿ ಗೆಲುವು ಸಾಧಿಸಿದ್ದಾರೆ. ಕಾಂಗ್ರೆಸ್ ಅಭ್ಯರ್ಥಿ ಎಸ್.ಪಿ.ಮುದ್ದಹನುಮೇಗೌಡ ಅವರನ್ನು 1,75,621 ಮತಗಳ ಅಂತರದಿಂದ ಸೋಲಿಸಿದ್ದಾರೆ. ಹೊರಗಿನವರು ಎಂಬ ಆರೋಪದ ನಡುವೆಯೂ ಸೋಮಣ್ಣ ಜಯಗಳಿಸಿರುವುದು ವಿಶೇಷ. [11, 1974, 267, 2124]
col-divider [638, 1488, 640, 1882]
machine-headline-2: ಮತಯಂತ್ರಗಳು [1220, 1053, 1334, 1079]
person-head [404, 1135, 498, 1251]
party-votes-title: ವಿವಿಧ ರಾಜಕೀಯ ಪಕ್ಷಗಳ ಅಭ್ಯರ್ಥಿಗಳು ಪಡೆದ ಮತಗಳು [1230, 1906, 1487, 1950]
bhagya-headline: ಭಾಗ್ಯ ಯೋಜನೆಗಳಿಗೆ ಕೈ ಗೆಲುವಿಗೆ ಏಣಿ, 4 ಸ್ಥಾನದಲ್ಲಿ ನೋಟ ಮತ [570, 1070, 1166, 1101]
board-title: ಚುನಾವಣಾಧಿಕಾರಿ [254, 294, 358, 316]
shatru-col-2: ಸರ್ಕಾರದ ಗ್ಯಾರಂಟಿ ಯೋಜನೆಗಳು ಕೈ ಹಿಡಿಯಲಿಲ್ಲ. ಜನರು ಅಭಿವೃದ್ಧಿಗೆ ಮತ ನೀಡಿದ್ದಾರೆ. ಮಂಡ್ಯ ಜಿಲ್ಲೆಯ ಅಭಿವೃದ್ಧಿಗೆ ನಾನು ಬದ್ಧನಾಗಿದ್ದೇನೆ. ಕೇಂದ್ರದಲ್ಲಿ ಎನ್‌ಡಿಎ ಸರ್ಕಾರ ರಚನೆಯಾಗಲಿದೆ. ರೈತರ ಸಮಸ್ಯೆಗಳಿಗೆ ಸ್ಪಂದಿಸುತ್ತೇನೆ. ಕಾವೇರಿ ನೀರಿನ ವಿಷಯದಲ್ಲಿ ರಾಜ್ಯದ ಹಿತ ಕಾಪಾಡಲು ಶ್ರಮಿಸುತ್ತೇನೆ. ನನ್ನ ಗೆಲುವಿಗೆ ಶ್ರಮಿಸಿದ ಎಲ್ಲಾ ಕಾರ್ಯಕರ್ತರಿಗೆ ಹಾಗೂ ಮುಖಂಡರಿಗೆ ಧನ್ಯವಾದಗಳು ಎಂದು ಅವರು ತಿಳಿಸಿದರು. [536, 700, 722, 889]
taluk-text: ಮೈತ್ರಿ ಅಭ್ಯರ್ಥಿ ವಿ.ಸೋಮಣ್ಣ ಭರ್ಜರಿ ಗೆಲುವು ಸಾಧಿಸಿದ್ದಾರೆ. ತುರುವೇಕೆರೆ ವಿಧಾನಸಭಾ ಕ್ಷೇತ್ರದಲ್ಲಿ 40,861 ಮತಗಳ ಲೀಡ್ ಪಡೆದಿದ್ದಾರೆ. ತಿಪಟೂರು ಕ್ಷೇತ್ರದಲ್ಲಿ 25,421, ಗುಬ್ಬಿ ಕ್ಷೇತ್ರದಲ್ಲಿ 12,802, ತುಮಕೂರು ಗ್ರಾಮಾಂತರ ಕ್ಷೇತ್ರದಲ್ಲಿ 28,820, ಚಿಕ್ಕನಾಯಕನಹಳ್ಳಿ 26,490, ಕೊರಟಗೆರೆ 12,700, ಮಧುಗಿರಿ 6,409 ಹಾಗೂ ತುಮಕೂರು ನಗರ ಕ್ಷೇತ್ರದಲ್ಲಿ 5,817 ಮತಗಳ ಅಂತರದಿಂದ ಸೋಮಣ್ಣ ಮುನ್ನಡೆ ಸಾಧಿಸಿದ್ದಾರೆ. [834, 2218, 1206, 2329]
